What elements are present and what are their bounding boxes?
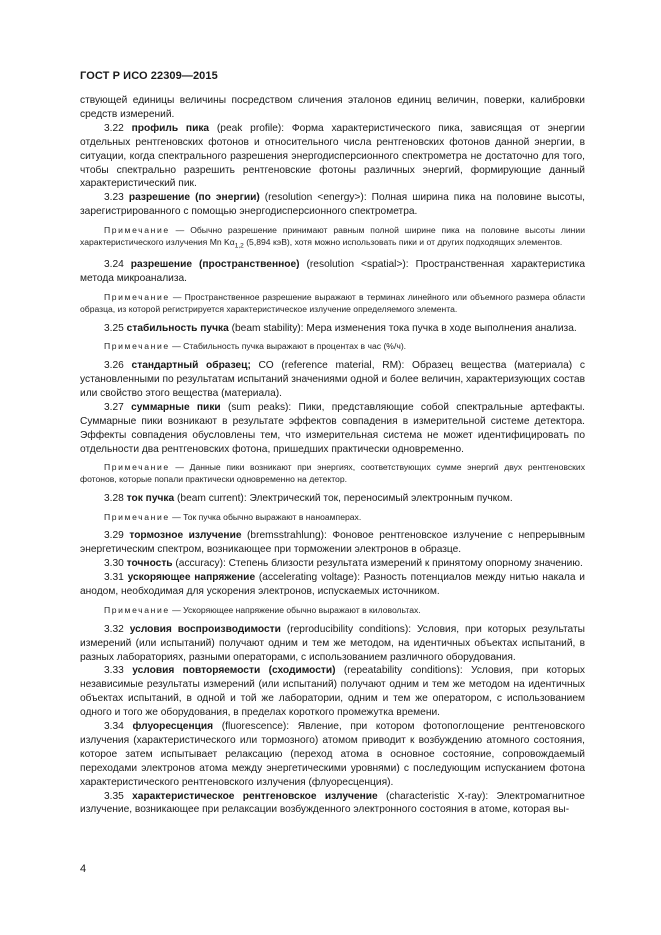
term-name: разрешение (по энергии): [128, 192, 260, 204]
term-3-26: [80, 359, 585, 401]
term-definition: (beam current): Электрический ток, переносимый электронным пучком.: [174, 492, 513, 504]
note-subscript: 1,2: [234, 242, 244, 250]
term-number: 3.32: [104, 623, 124, 635]
term-definition: СО (reference material, RM): Образец вещества (материала) с установленными по результатам испытаний значениями одной и более величин, характеризующих состав или свойство этого вещества (материала).: [80, 360, 585, 399]
term-name: профиль пика: [131, 122, 210, 134]
term-definition: (bremsstrahlung): Фоновое рентгеновское излучение с непрерывным энергетическим спектром, возникающее при торможении электронов в образце.: [80, 530, 586, 556]
term-number: 3.27: [104, 401, 124, 413]
note-text: — Ускоряющее напряжение обычно выражают в киловольтах.: [169, 605, 421, 615]
term-name: ток пучка: [126, 492, 175, 504]
note-label: Примечание: [104, 225, 170, 236]
term-name: тормозное излучение: [129, 530, 242, 542]
term-definition: (beam stability): Мера изменения тока пучка в ходе выполнения анализа.: [228, 322, 577, 334]
term-definition: (accuracy): Степень близости результата измерений к принятому опорному значению.: [172, 558, 583, 570]
term-3-23: [80, 191, 585, 219]
note-3-24: [80, 292, 585, 315]
term-3-25: [80, 322, 585, 336]
note-text: (5,894 кэВ), хотя можно использовать пики и от других подходящих элементов.: [243, 236, 563, 247]
term-name: разрешение (пространственное): [130, 259, 300, 271]
term-3-29: [80, 529, 585, 557]
note-text: — Ток пучка обычно выражают в наноамперах.: [169, 511, 362, 522]
term-definition: (characteristic X-ray): Электромагнитное излучение, возникающее при релаксации возбужденного электронного состояния в атоме, которая вы-: [80, 790, 585, 816]
note-text: — Данные пики возникают при энергиях, соответствующих сумме энергий двух рентгеновских фотонов, которые попали практически одновременно на детектор.: [80, 462, 585, 485]
term-name: характеристическое рентгеновское излучение: [132, 790, 378, 802]
term-number: 3.23: [104, 192, 124, 204]
term-3-24: [80, 258, 585, 286]
paragraph-continuation: ствующей единицы величины посредством сличения эталонов единиц величин, поверки, калибровки средств измерений.: [80, 95, 585, 120]
note-text: — Обычно разрешение принимают равным полной ширине пика на половине высоты линии характеристического излучения Mn Kα: [80, 225, 585, 247]
term-3-31: [80, 571, 585, 599]
term-3-22: [80, 122, 585, 192]
term-number: 3.22: [104, 122, 124, 134]
term-3-34: [80, 720, 585, 790]
note-3-25: [80, 341, 585, 353]
term-name: суммарные пики: [131, 401, 221, 413]
term-definition: (sum peaks): Пики, представляющие собой спектральные артефакты. Суммарные пики возникают в результате эффектов совпадения в измерительной системе детектора. Эффекты совпадения обусловлены тем, что измерительная система не может идентифицировать по отдельности два рентгеновских фотона, пришедших практически одновременно.: [80, 401, 585, 455]
note-text: — Пространственное разрешение выражают в терминах линейного или объемного размера области образца, из которой регистрируется характеристическое излучение определяемого элемента.: [80, 292, 585, 314]
page-number: 4: [80, 863, 87, 875]
term-definition: (peak profile): Форма характеристического пика, зависящая от энергии отдельных рентгеновских фотонов и относительного числа рентгеновских фотонов данной энергии, в ситуации, когда спектрального разрешения энергодисперсионного спектрометра не достаточно для того, чтобы спектрально разрешить рентгеновские фотоны различных энергий, формирующие данный характеристический пик.: [80, 122, 585, 190]
term-definition: (fluorescence): Явление, при котором фотопоглощение рентгеновского излучения (характеристического или тормозного) атомом приводит к возбуждению атомного состояния, которое затем испытывает релаксацию (переход атома в основное состояние, сопровождаемый переходами электронов атома между энергетическими уровнями) с последующим испусканием фотона характеристического рентгеновского излучения (флуоресценция).: [80, 721, 585, 788]
term-definition: (resolution <spatial>): Пространственная характеристика метода микроанализа.: [80, 259, 585, 285]
term-3-33: [80, 664, 585, 720]
term-number: 3.34: [104, 721, 124, 733]
term-number: 3.24: [104, 259, 124, 271]
note-label: Примечание: [104, 511, 170, 522]
term-number: 3.29: [104, 530, 124, 542]
term-number: 3.28: [104, 492, 124, 504]
note-label: Примечание: [104, 341, 170, 352]
term-name: ускоряющее напряжение: [127, 572, 256, 584]
note-label: Примечание: [104, 605, 170, 615]
term-name: условия воспроизводимости: [129, 623, 281, 635]
term-name: точность: [126, 558, 173, 570]
term-number: 3.30: [104, 558, 124, 570]
term-name: стабильность пучка: [126, 322, 229, 334]
term-name: условия повторяемости (сходимости): [132, 665, 336, 677]
note-label: Примечание: [104, 292, 170, 303]
term-name: стандартный образец;: [131, 360, 251, 372]
term-number: 3.26: [104, 360, 124, 372]
term-number: 3.31: [104, 572, 124, 584]
term-3-35: [80, 790, 585, 818]
note-label: Примечание: [104, 462, 170, 473]
term-3-28: [80, 492, 585, 506]
term-3-32: [80, 623, 585, 665]
term-number: 3.35: [104, 790, 124, 802]
note-text: — Стабильность пучка выражают в процентах в час (%/ч).: [169, 341, 407, 352]
page-body: [80, 94, 585, 817]
term-definition: (reproducibility conditions): Условия, при которых результаты измерений (или испытаний) получают одним и тем же методом, на идентичных объектах испытаний, в разных лабораториях, разными операторами, с использованием различного оборудования.: [80, 623, 585, 663]
term-3-30: [80, 557, 585, 571]
term-definition: (repeatability conditions): Условия, при которых независимые результаты измерений (или испытаний) получают одним и тем же методом на идентичных объектах испытаний, в одной и той же лаборатории, одним и тем же оператором, с использованием одного и того же оборудования, в пределах короткого промежутка времени.: [80, 665, 585, 719]
term-3-27: [80, 401, 585, 457]
note-3-28: [80, 512, 585, 524]
note-3-31: [80, 605, 585, 617]
term-name: флуоресценция: [132, 721, 214, 733]
term-definition: (accelerating voltage): Разность потенциалов между нитью накала и анодом, необходимая для ускорения электронов, испускаемых источником.: [80, 572, 585, 598]
term-number: 3.25: [104, 322, 124, 334]
term-number: 3.33: [104, 665, 124, 677]
page-header: ГОСТ Р ИСО 22309—2015: [80, 70, 218, 82]
note-3-27: [80, 462, 585, 485]
term-definition: (resolution <energy>): Полная ширина пика на половине высоты, зарегистрированного с помощью энергодисперсионного спектрометра.: [80, 192, 585, 218]
note-3-23: [80, 225, 585, 252]
